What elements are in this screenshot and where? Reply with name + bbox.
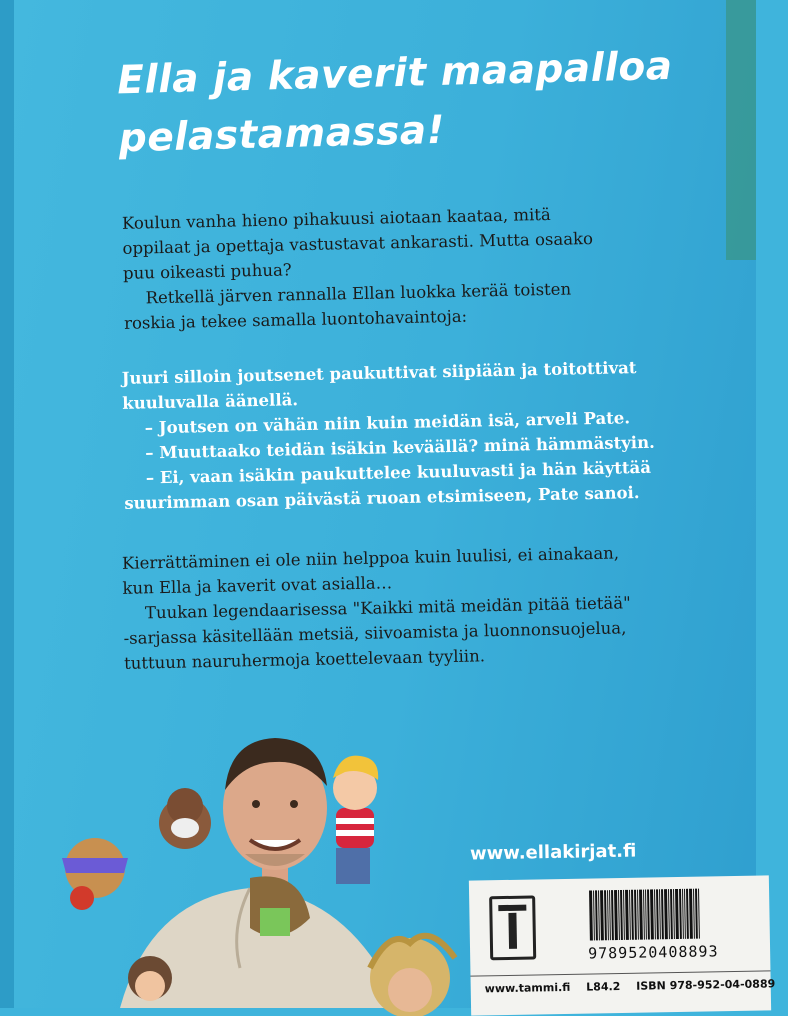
barcode-footer <box>485 977 788 995</box>
barcode-icon <box>589 887 770 940</box>
blurb-intro <box>122 199 684 336</box>
text-line: kun Ella ja kaverit ovat asialla… <box>122 573 393 598</box>
text-line: -sarjassa käsitellään metsiä, siivoamista ja luonnonsuojelua, <box>123 618 627 648</box>
isbn-text: ISBN 978-952-04-0889 <box>636 977 776 993</box>
title-line-1: Ella ja kaverit maapalloa <box>116 43 674 104</box>
text-line: suurimman osan päivästä ruoan etsimiseen, Pate sanoi. <box>124 483 640 513</box>
text-line: roskia ja tekee samalla luontohavaintoja: <box>123 306 468 333</box>
text-line: Koulun vanha hieno pihakuusi aiotaan kaataa, mitä <box>121 204 551 233</box>
text-line: – Ei, vaan isäkin paukuttelee kuuluvasti ja hän käyttää <box>145 457 652 488</box>
text-line: – Muuttaako teidän isäkin keväällä? minä hämmästyin. <box>145 432 656 463</box>
publisher-url: www.tammi.fi <box>484 980 571 996</box>
text-line: – Joutsen on vähän niin kuin meidän isä, arveli Pate. <box>144 408 631 438</box>
divider <box>471 970 771 976</box>
text-line: Juuri silloin joutsenet paukuttivat siipiään ja toitottivat <box>121 358 637 388</box>
blurb-summary <box>122 539 684 676</box>
text-line: puu oikeasti puhua? <box>122 260 292 283</box>
cover-title <box>117 38 680 169</box>
barcode-digits: 9789520408893 <box>587 942 719 963</box>
author-illustration <box>0 728 470 1008</box>
blurb-excerpt <box>121 354 684 516</box>
library-class: L84.2 <box>586 980 621 994</box>
text-line: oppilaat ja opettaja vastustavat ankarasti. Mutta osaako <box>122 229 594 258</box>
website-url: www.ellakirjat.fi <box>469 840 637 865</box>
text-line: Kierrättäminen ei ole niin helppoa kuin luulisi, ei ainakaan, <box>121 543 620 573</box>
title-line-2: pelastamassa! <box>118 107 446 162</box>
barcode-panel <box>469 875 776 1015</box>
text-line: Retkellä järven rannalla Ellan luokka kerää toisten <box>145 279 572 308</box>
text-line: kuuluvalla äänellä. <box>122 390 299 413</box>
text-line: tuttuun nauruhermoja koettelevaan tyyliin. <box>123 646 486 673</box>
background-foliage <box>726 0 756 260</box>
publisher-logo-icon <box>489 895 536 960</box>
text-line: Tuukan legendaarisessa "Kaikki mitä meidän pitää tietää" <box>144 593 631 623</box>
